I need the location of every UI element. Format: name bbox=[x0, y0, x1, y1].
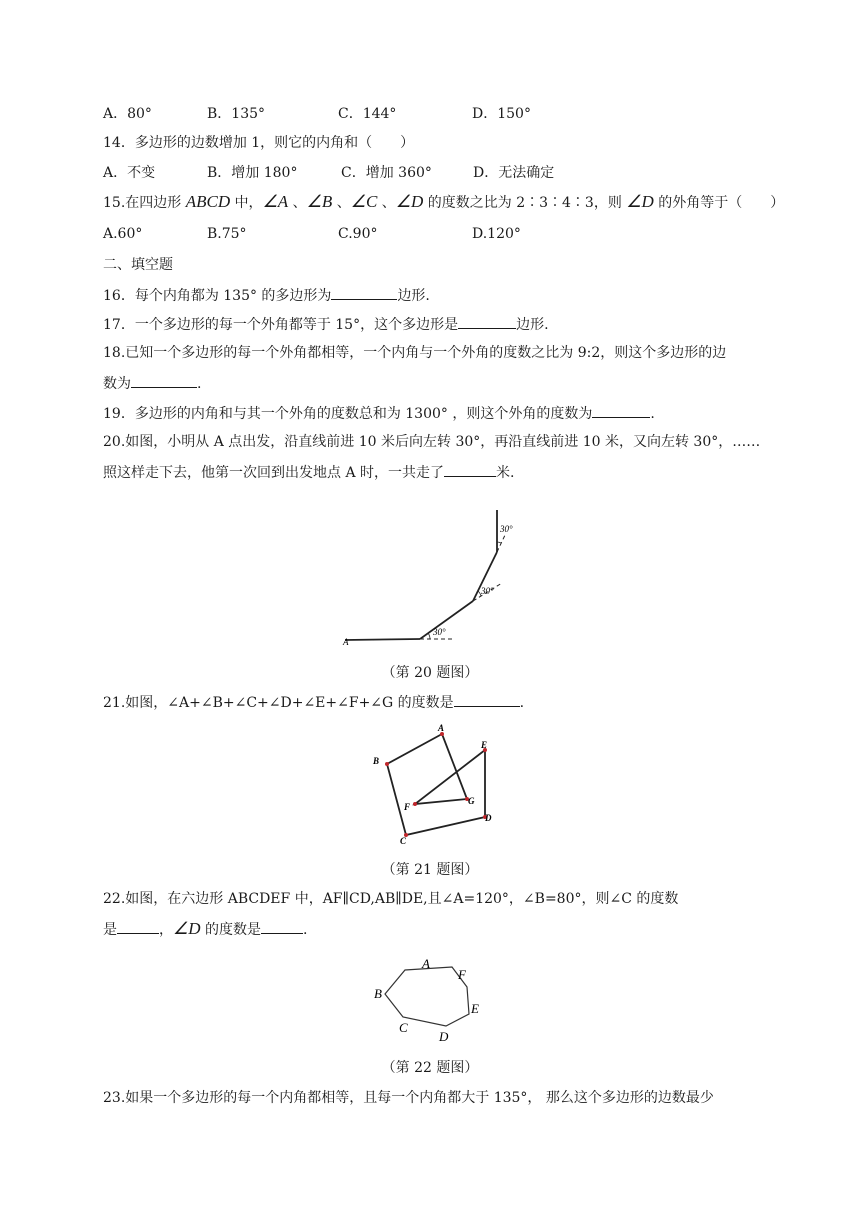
q19-after: . bbox=[650, 406, 655, 422]
fig20-caption: （第 20 题图） bbox=[381, 665, 479, 681]
fig20-angle-1: 30° bbox=[433, 627, 446, 637]
q22-line2-after: . bbox=[302, 922, 308, 938]
fig22-label-c: C bbox=[399, 1020, 408, 1035]
figure-21 bbox=[365, 722, 525, 847]
fig22-caption: （第 22 题图） bbox=[381, 1060, 479, 1076]
q21-text bbox=[103, 692, 524, 713]
fig22-label-b: B bbox=[374, 986, 382, 1001]
point-f bbox=[413, 802, 417, 806]
q15-quad: ABCD bbox=[185, 192, 231, 211]
angle-arc-1 bbox=[428, 633, 430, 639]
q15-angle-a: ∠A bbox=[262, 192, 289, 211]
q13-option-b: B．135° bbox=[207, 106, 266, 122]
q15-angle-d: ∠D bbox=[395, 192, 424, 211]
fig21-label-a: A bbox=[438, 723, 445, 733]
q15-angle-b: ∠B bbox=[306, 192, 333, 211]
section-heading: 二、填空题 bbox=[103, 257, 173, 273]
q15-sep2: 、 bbox=[332, 195, 351, 211]
fig21-label-d: D bbox=[485, 813, 492, 823]
q23-line1: 23.如果一个多边形的每一个内角都相等，且每一个内角都大于 135°， 那么这个多边形的边数最少 bbox=[103, 1090, 714, 1106]
q18-blank bbox=[131, 373, 197, 388]
q14-option-a: A．不变 bbox=[103, 165, 156, 181]
q20-line2 bbox=[103, 462, 514, 483]
q14-text: 14．多边形的边数增加 1，则它的内角和（ ） bbox=[103, 135, 415, 151]
path-segment-1 bbox=[345, 639, 420, 640]
q17-after: 边形. bbox=[516, 317, 549, 333]
q17-before: 17．一个多边形的每一个外角都等于 15°，这个多边形是 bbox=[103, 317, 459, 333]
q14-option-b: B．增加 180° bbox=[207, 165, 298, 181]
q17-text bbox=[103, 314, 549, 335]
q16-blank bbox=[331, 285, 397, 300]
q16-after: 边形. bbox=[397, 288, 430, 304]
q15-text bbox=[103, 192, 784, 213]
q21-before: 21.如图，∠A+∠B+∠C+∠D+∠E+∠F+∠G 的度数是 bbox=[103, 695, 454, 711]
q19-before: 19．多边形的内角和与其一个外角的度数总和为 1300° ，则这个外角的度数为 bbox=[103, 406, 593, 422]
q13-option-d: D．150° bbox=[472, 106, 531, 122]
fig21-polyline bbox=[387, 734, 488, 835]
q22-line2-mid2: 的度数是 bbox=[200, 922, 261, 938]
fig20-label-a: A bbox=[343, 637, 349, 647]
q21-blank bbox=[454, 692, 520, 707]
q15-option-b: B.75° bbox=[207, 226, 247, 242]
q15-mid2: 的度数之比为 2∶3∶4∶3，则 bbox=[423, 195, 627, 211]
fig21-label-g: G bbox=[468, 796, 475, 806]
q17-blank bbox=[458, 314, 516, 329]
q15-sep3: 、 bbox=[377, 195, 396, 211]
q15-option-d: D.120° bbox=[472, 226, 521, 242]
q22-line1: 22.如图，在六边形 ABCDEF 中，AF∥CD,AB∥DE,且∠A=120°，∠B=80°，则∠C 的度数 bbox=[103, 891, 679, 907]
q13-option-c: C．144° bbox=[338, 106, 397, 122]
q15-angle-c: ∠C bbox=[350, 192, 378, 211]
q22-blank-2 bbox=[261, 919, 303, 934]
figure-20 bbox=[340, 505, 540, 650]
point-b bbox=[385, 762, 389, 766]
fig22-label-d: D bbox=[439, 1029, 449, 1044]
q22-line2 bbox=[103, 919, 307, 940]
q19-blank bbox=[592, 403, 650, 418]
q18-line1: 18.已知一个多边形的每一个外角都相等，一个内角与一个外角的度数之比为 9:2，则这个多边形的边 bbox=[103, 345, 727, 361]
fig22-label-a: A bbox=[422, 956, 430, 971]
q22-blank-1 bbox=[117, 919, 159, 934]
q14-option-c: C．增加 360° bbox=[341, 165, 432, 181]
fig20-angle-3: 30° bbox=[500, 524, 513, 534]
q21-after: . bbox=[519, 695, 525, 711]
q15-suffix: 的外角等于（ ） bbox=[653, 195, 785, 211]
q20-line1: 20.如图，小明从 A 点出发，沿直线前进 10 米后向左转 30°，再沿直线前进 10 米，又向左转 30°，…… bbox=[103, 434, 761, 450]
fig22-label-f: F bbox=[458, 967, 466, 982]
fig22-label-e: E bbox=[471, 1001, 479, 1016]
q19-text bbox=[103, 403, 655, 424]
fig21-label-f: F bbox=[404, 802, 411, 812]
q15-prefix: 15.在四边形 bbox=[103, 195, 186, 211]
q22-line2-before: 是 bbox=[103, 922, 117, 938]
fig20-angle-2: 30° bbox=[481, 586, 494, 596]
fig21-label-e: E bbox=[481, 740, 488, 750]
q13-option-a: A．80° bbox=[103, 106, 152, 122]
fig21-caption: （第 21 题图） bbox=[381, 862, 479, 878]
q16-text bbox=[103, 285, 430, 306]
q22-line2-mid: ， bbox=[159, 922, 173, 938]
figure-22 bbox=[365, 950, 505, 1045]
q18-line2 bbox=[103, 373, 201, 394]
q15-option-c: C.90° bbox=[338, 226, 378, 242]
q20-line2-before: 照这样走下去，他第一次回到出发地点 A 时，一共走了 bbox=[103, 465, 445, 481]
q14-option-d: D．无法确定 bbox=[473, 165, 555, 181]
q15-sep1: 、 bbox=[288, 195, 307, 211]
q20-line2-after: 米. bbox=[496, 465, 515, 481]
q15-mid1: 中， bbox=[230, 195, 263, 211]
q18-line2-after: . bbox=[197, 376, 202, 392]
fig21-label-b: B bbox=[373, 756, 380, 766]
q20-blank bbox=[444, 462, 496, 477]
q15-angle-d2: ∠D bbox=[626, 192, 654, 211]
q18-line2-before: 数为 bbox=[103, 376, 131, 392]
fig21-label-c: C bbox=[400, 836, 407, 846]
q22-angle-d: ∠D bbox=[173, 919, 201, 938]
q15-option-a: A.60° bbox=[103, 226, 143, 242]
q16-before: 16．每个内角都为 135° 的多边形为 bbox=[103, 288, 332, 304]
hexagon bbox=[385, 967, 469, 1026]
